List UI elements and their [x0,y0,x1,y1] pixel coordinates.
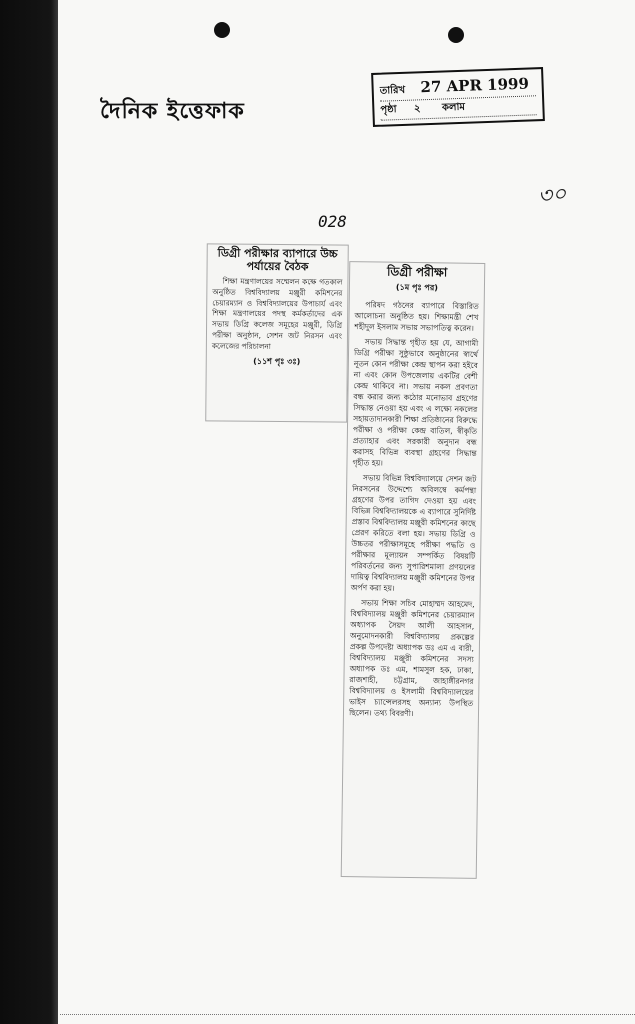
clipping-left-headline: ডিগ্রী পরীক্ষার ব্যাপারে উচ্চ পর্যায়ের বৈঠক [217,246,338,273]
scan-margin [0,0,58,1024]
clipping-left-continued: (১১শ পৃঃ ৩ঃ) [253,357,301,367]
handwritten-number: ৩০ [536,181,568,210]
news-clipping-left [205,243,349,422]
punch-hole-right [448,27,464,43]
clipping-right-paragraph-1: পরিষদ গঠনের ব্যাপারে বিস্তারিত আলোচনা অনুষ্ঠিত হয়। শিক্ষামন্ত্রী শেখ শহীদুল ইসলাম সভায় সভাপতিত্ব করেন। [354,300,479,333]
newspaper-masthead: দৈনিক ইত্তেফাক [100,98,245,124]
stamp-page-label: পৃষ্ঠা [380,104,397,116]
stamp-date-value: 27 APR 1999 [420,74,530,97]
clipping-right-headline: ডিগ্রী পরীক্ষা [386,264,448,280]
clipping-right-paragraph-3: সভায় বিভিন্ন বিশ্ববিদ্যালয়ে সেশন জট নিরসনের উদ্দেশ্যে অবিলম্বে কর্মপন্থা গ্রহণের উপর তাগিদ দেওয়া হয় এবং বিভিন্ন বিশ্ববিদ্যালয়কে এ ব্যাপারে সুনির্দিষ্ট প্রস্তাব বিশ্ববিদ্যালয় মঞ্জুরী কমিশনের কাছে প্রেরণ করিতে বলা হয়। সভায় ডিগ্রি ও উচ্চতর পরীক্ষাসমূহে পরীক্ষা পদ্ধতি ও পরীক্ষার মূল্যায়ন সম্পর্কিত বিষয়টি পরিবর্তনের জন্য সুপারিশমালা প্রণয়নের দায়িত্ব বিশ্ববিদ্যালয় মঞ্জুরী কমিশনের উপর অর্পণ করা হয়। [350,473,477,593]
clipping-right-paragraph-4: সভায় শিক্ষা সচিব মোহাম্মদ আহমেদ, বিশ্ববিদ্যালয় মঞ্জুরী কমিশনের চেয়ারম্যান অধ্যাপক সৈয়দ আলী আহসান, অনুমোদনকারী বিশ্ববিদ্যালয় প্রকল্পের প্রকল্প উপদেষ্টা অধ্যাপক ডঃ এম এ বারী, বিশ্ববিদ্যালয় মঞ্জুরী কমিশনের সদস্য অধ্যাপক ডঃ এম, শামসুল হক, ঢাকা, রাজশাহী, চট্টগ্রাম, জাহাঙ্গীরনগর বিশ্ববিদ্যালয় ও ইসলামী বিশ্ববিদ্যালয়ের ভাইস চ্যান্সেলরসহ অন্যান্য উপস্থিত ছিলেন। তথ্য বিবরণী। [348,598,475,718]
file-number: 028 [318,212,347,231]
stamp-column-label: কলাম [441,101,466,114]
news-clipping-right [341,261,486,879]
clipping-right-paragraph-2: সভায় সিদ্ধান্ত গৃহীত হয় যে, আগামী ডিগ্রি পরীক্ষা সুষ্ঠুভাবে অনুষ্ঠানের স্বার্থে নূতন কোন পরীক্ষা কেন্দ্র স্থাপন করা হইবে না এবং কোন উপজেলায় একটির বেশী কেন্দ্র থাকিবে না। সভায় নকল প্রবণতা বন্ধ করার জন্য কঠোর মনোভাব গ্রহণের সিদ্ধান্ত নেওয়া হয় এবং এ লক্ষ্যে নকলের সহায়তাদানকারী শিক্ষা প্রতিষ্ঠানের বিরুদ্ধে পরীক্ষা ও পরীক্ষা কেন্দ্র বাতিল, স্বীকৃতি প্রত্যাহার এবং সরকারী অনুদান বন্ধ করাসহ বিভিন্ন ব্যবস্থা গ্রহণের সিদ্ধান্ত গৃহীত হয়। [352,337,479,468]
date-stamp [371,67,545,127]
clipping-right-subhead: (১ম পৃঃ পর) [395,282,439,293]
punch-hole-left [214,22,230,38]
stamp-page-value: ২ [413,103,421,115]
page-bottom-edge [60,1014,635,1016]
stamp-date-label: তারিখ [379,84,406,97]
clipping-left-body: শিক্ষা মন্ত্রণালয়ের সম্মেলন কক্ষে গতকাল অনুষ্ঠিত বিশ্ববিদ্যালয় মঞ্জুরী কমিশনের চেয়ারম্যান ও বিশ্ববিদ্যালয়ের উপাচার্য এবং শিক্ষা মন্ত্রণালয়ের পদস্থ কর্মকর্তাদের এক সভায় ডিগ্রি কলেজ সমূহের মঞ্জুরী, ডিগ্রি পরীক্ষা অনুষ্ঠান, সেশন জট নিরসন এবং কলেজের পরিচালনা [211,276,343,351]
